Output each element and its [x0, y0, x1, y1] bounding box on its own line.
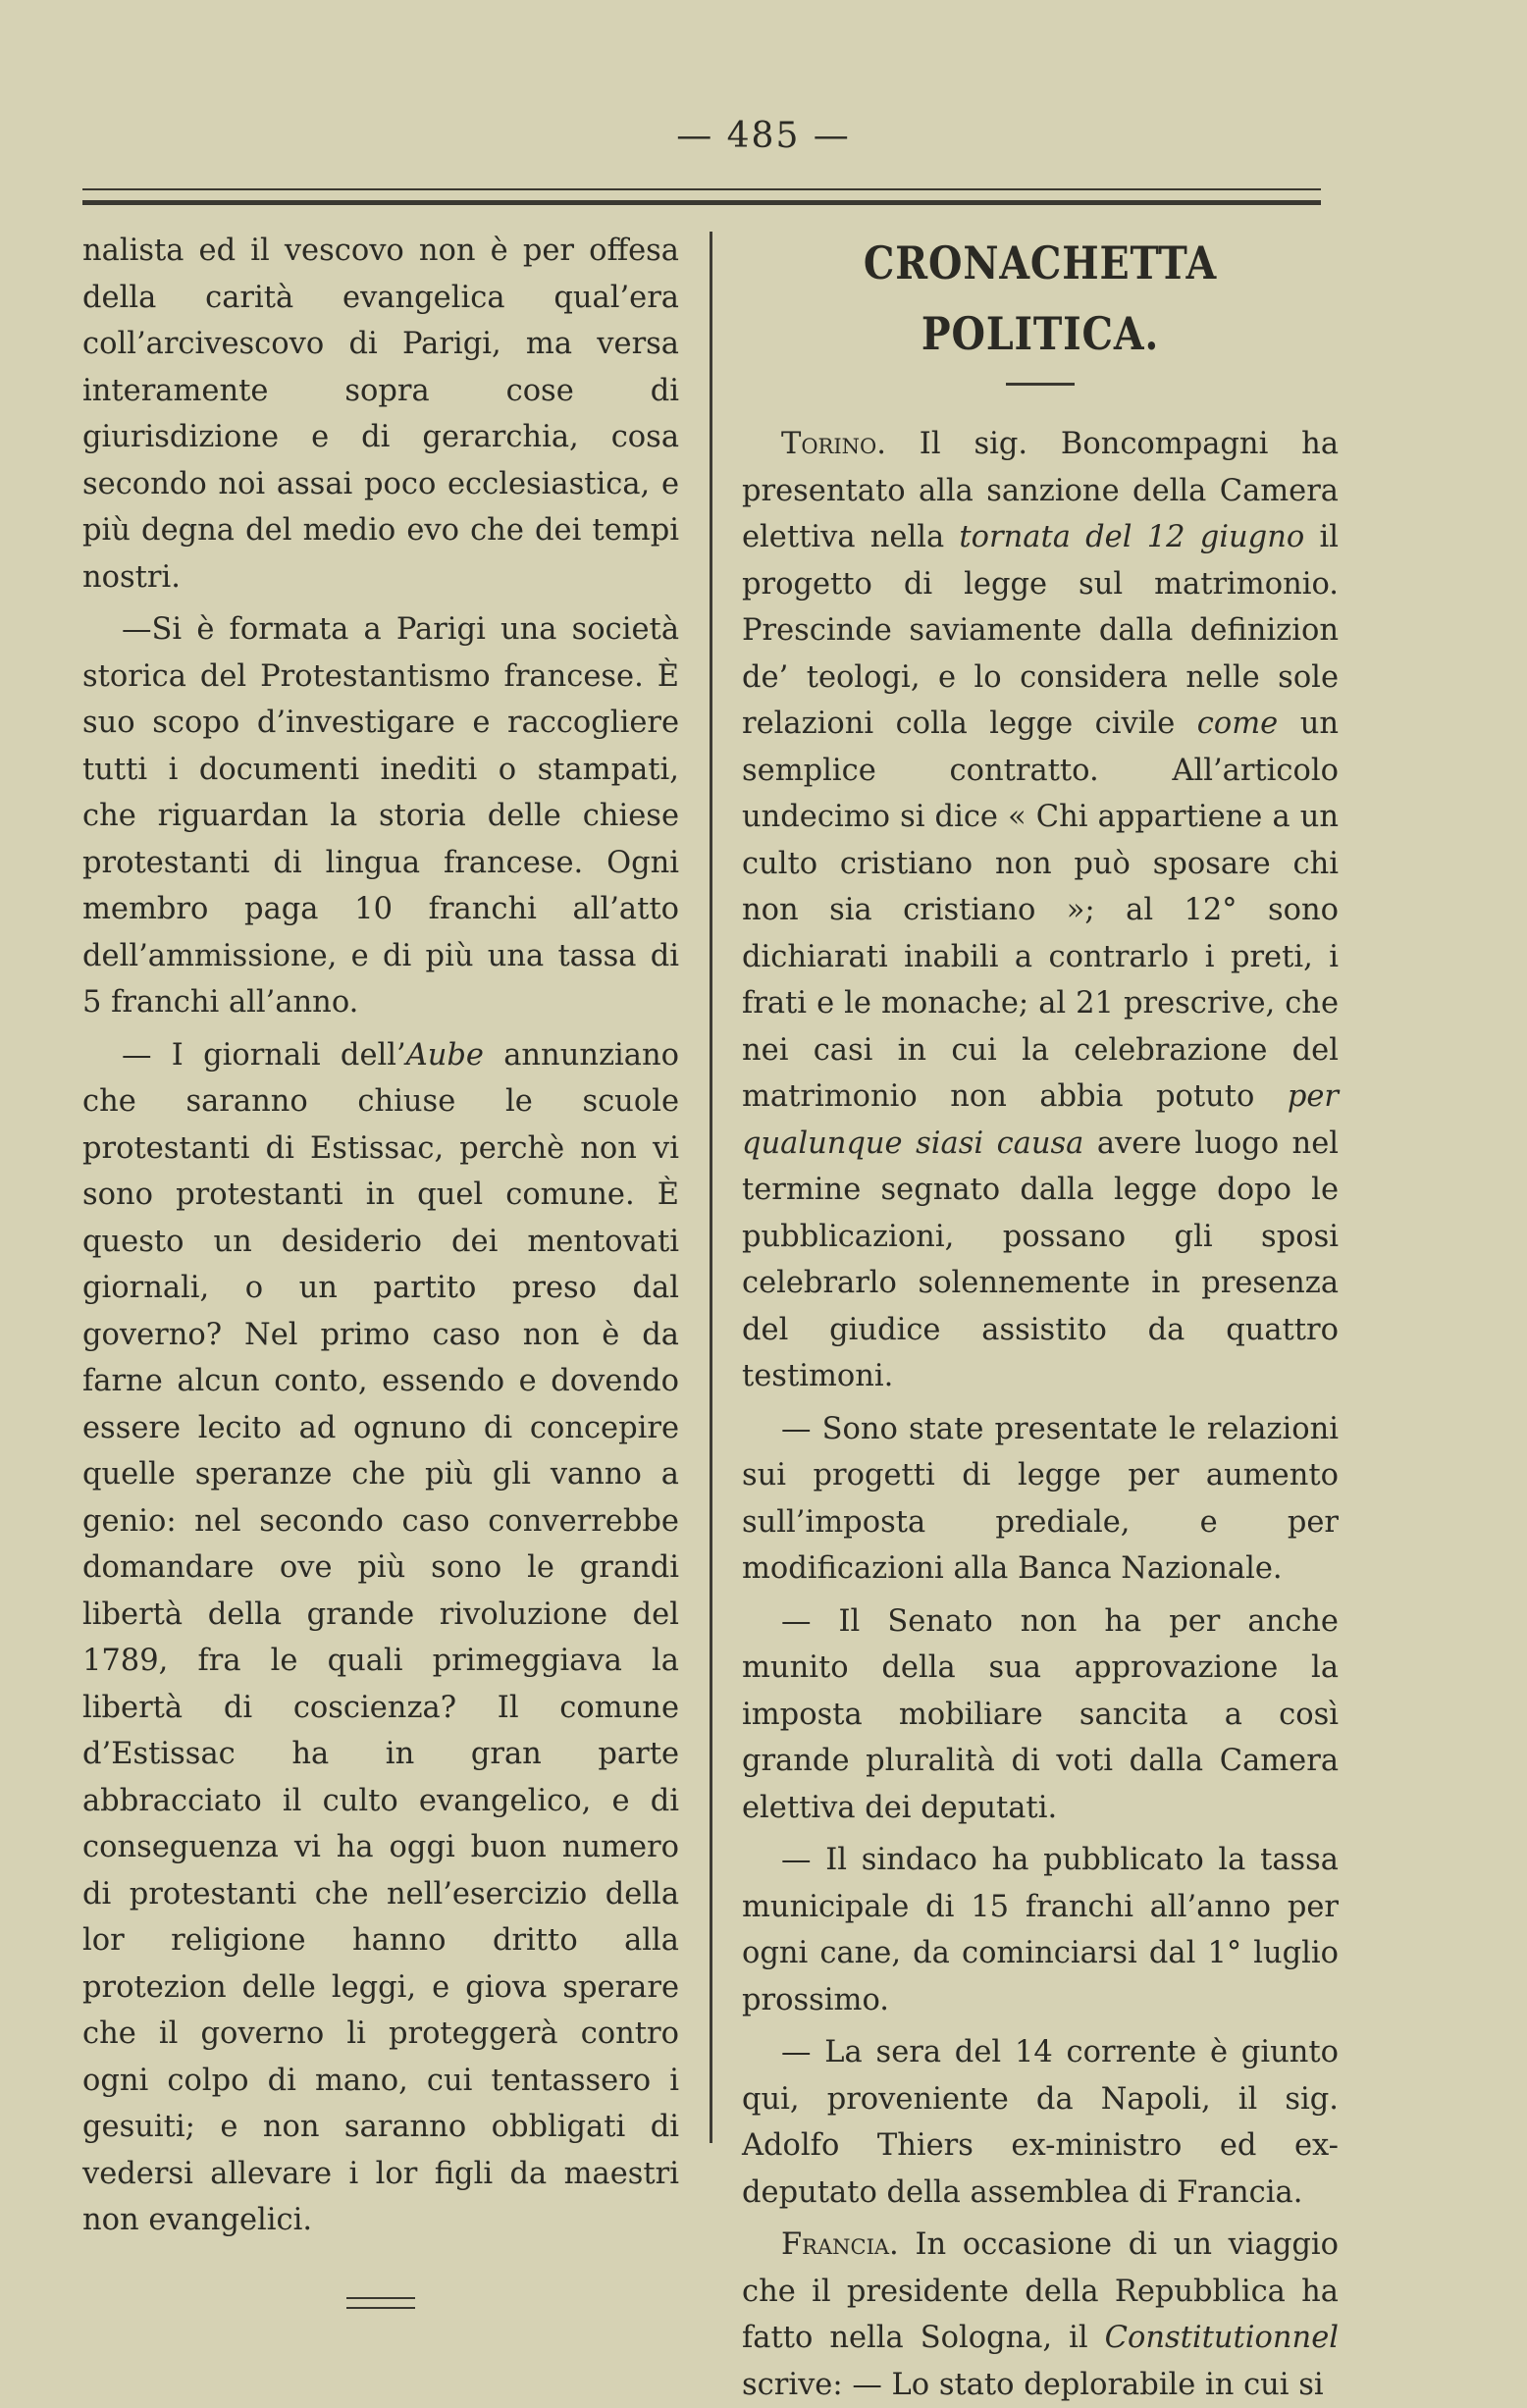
- paragraph-torino: [742, 421, 1339, 1400]
- francia-italic: Constitutionnel: [1104, 2321, 1339, 2355]
- place-francia: Francia.: [781, 2227, 899, 2262]
- torino-italic-1: tornata del 12 giugno: [959, 520, 1305, 554]
- column-divider: [710, 232, 712, 2143]
- paragraph-relazioni: — Sono state presentate le relazioni sui progetti di legge per aumento sull’imposta prediale, e per modificazioni alla Banca Nazionale.: [742, 1411, 1339, 1586]
- paragraph-protestantism-society: —Si è formata a Parigi una società storica del Protestantismo francese. È suo scopo d’investigare e raccogliere tutti i documenti inediti o stampati, che riguardan la storia delle chiese protestanti di lingua francese. Ogni membro paga 10 franchi all’atto dell’ammissione, e di più una tassa di 5 franchi all’anno.: [82, 612, 679, 1020]
- paragraph-sindaco: — Il sindaco ha pubblicato la tassa municipale di 15 franchi all’anno per ogni cane, da cominciarsi dal 1° luglio prossimo.: [742, 1843, 1339, 2017]
- aube-after: annunziano che saranno chiuse le scuole protestanti di Estissac, perchè non vi sono protestanti in quel comune. È questo un desiderio dei mentovati giornali, o un partito preso dal governo? Nel primo caso non è da farne alcun conto, essendo e dovendo essere lecito ad ognuno di concepire quelle speranze che più gli vanno a genio: nel secondo caso converrebbe domandare ove più sono le grandi libertà della grande rivoluzione del 1789, fra le quali primeggiava la libertà di coscienza? Il comune d’Estissac ha in gran parte abbracciato il culto evangelico, e di conseguenza vi ha oggi buon numero di protestanti che nell’esercizio della lor religione hanno dritto alla protezion delle leggi, e giova sperare che il governo li proteggerà contro ogni colpo di mano, cui tentassero i gesuiti; e non saranno obbligati di vedersi allevare i lor figli da maestri non evangelici.: [82, 1037, 679, 2237]
- aube-italic: Aube: [405, 1037, 484, 1073]
- francia-text-1: In occasione di un viaggio che il presidente della Repubblica ha fatto nella Sologna, il: [742, 2227, 1339, 2355]
- left-column: [82, 228, 679, 2309]
- torino-text-2: il progetto di legge sul matrimonio. Prescinde saviamente dalla definizion de’ teologi, e lo considera nelle sole relazioni colla legge civile: [742, 520, 1339, 741]
- paragraph-aube: [82, 1032, 679, 2244]
- end-rule: [346, 2297, 415, 2309]
- header-rule: [82, 188, 1321, 205]
- page-number: — 485 —: [676, 116, 851, 156]
- torino-italic-2: come: [1196, 707, 1279, 741]
- paragraph-thiers: — La sera del 14 corrente è giunto qui, proveniente da Napoli, il sig. Adolfo Thiers ex-ministro ed ex-deputato della assemblea di Francia.: [742, 2035, 1339, 2210]
- place-torino: Torino.: [781, 427, 886, 461]
- title-rule: [1006, 383, 1075, 386]
- torino-text-3: un semplice contratto. All’articolo undecimo si dice « Chi appartiene a un culto cristiano non può sposare chi non sia cristiano »; al 12° sono dichiarati inabili a contrarlo i preti, i frati e le monache; al 21 prescrive, che nei casi in cui la celebrazione del matrimonio non abbia potuto: [742, 707, 1339, 1114]
- aube-before: — I giornali dell’: [122, 1037, 406, 1073]
- torino-text-1: Il sig. Boncompagni ha presentato alla sanzione della Camera elettiva nella: [742, 427, 1339, 554]
- section-title: CRONACHETTA POLITICA.: [863, 236, 1218, 360]
- right-column: [742, 228, 1339, 2408]
- torino-text-4: avere luogo nel termine segnato dalla legge dopo le pubblicazioni, possano gli sposi celebrarlo solennemente in presenza del giudice assistito da quattro testimoni.: [742, 1125, 1339, 1393]
- paragraph-continuation: nalista ed il vescovo non è per offesa della carità evangelica qual’era coll’arcivescovo di Parigi, ma versa interamente sopra cose di giurisdizione e di gerarchia, cosa secondo noi assai poco ecclesiastica, e più degna del medio evo che dei tempi nostri.: [82, 234, 679, 595]
- torino-italic-3: per qualunque siasi causa: [742, 1079, 1339, 1161]
- paragraph-francia: [742, 2222, 1339, 2408]
- francia-text-2: scrive: — Lo stato deplorabile in cui si: [742, 2367, 1324, 2402]
- paragraph-senato: — Il Senato non ha per anche munito della sua approvazione la imposta mobiliare sancita a così grande pluralità di voti dalla Camera elettiva dei deputati.: [742, 1603, 1339, 1825]
